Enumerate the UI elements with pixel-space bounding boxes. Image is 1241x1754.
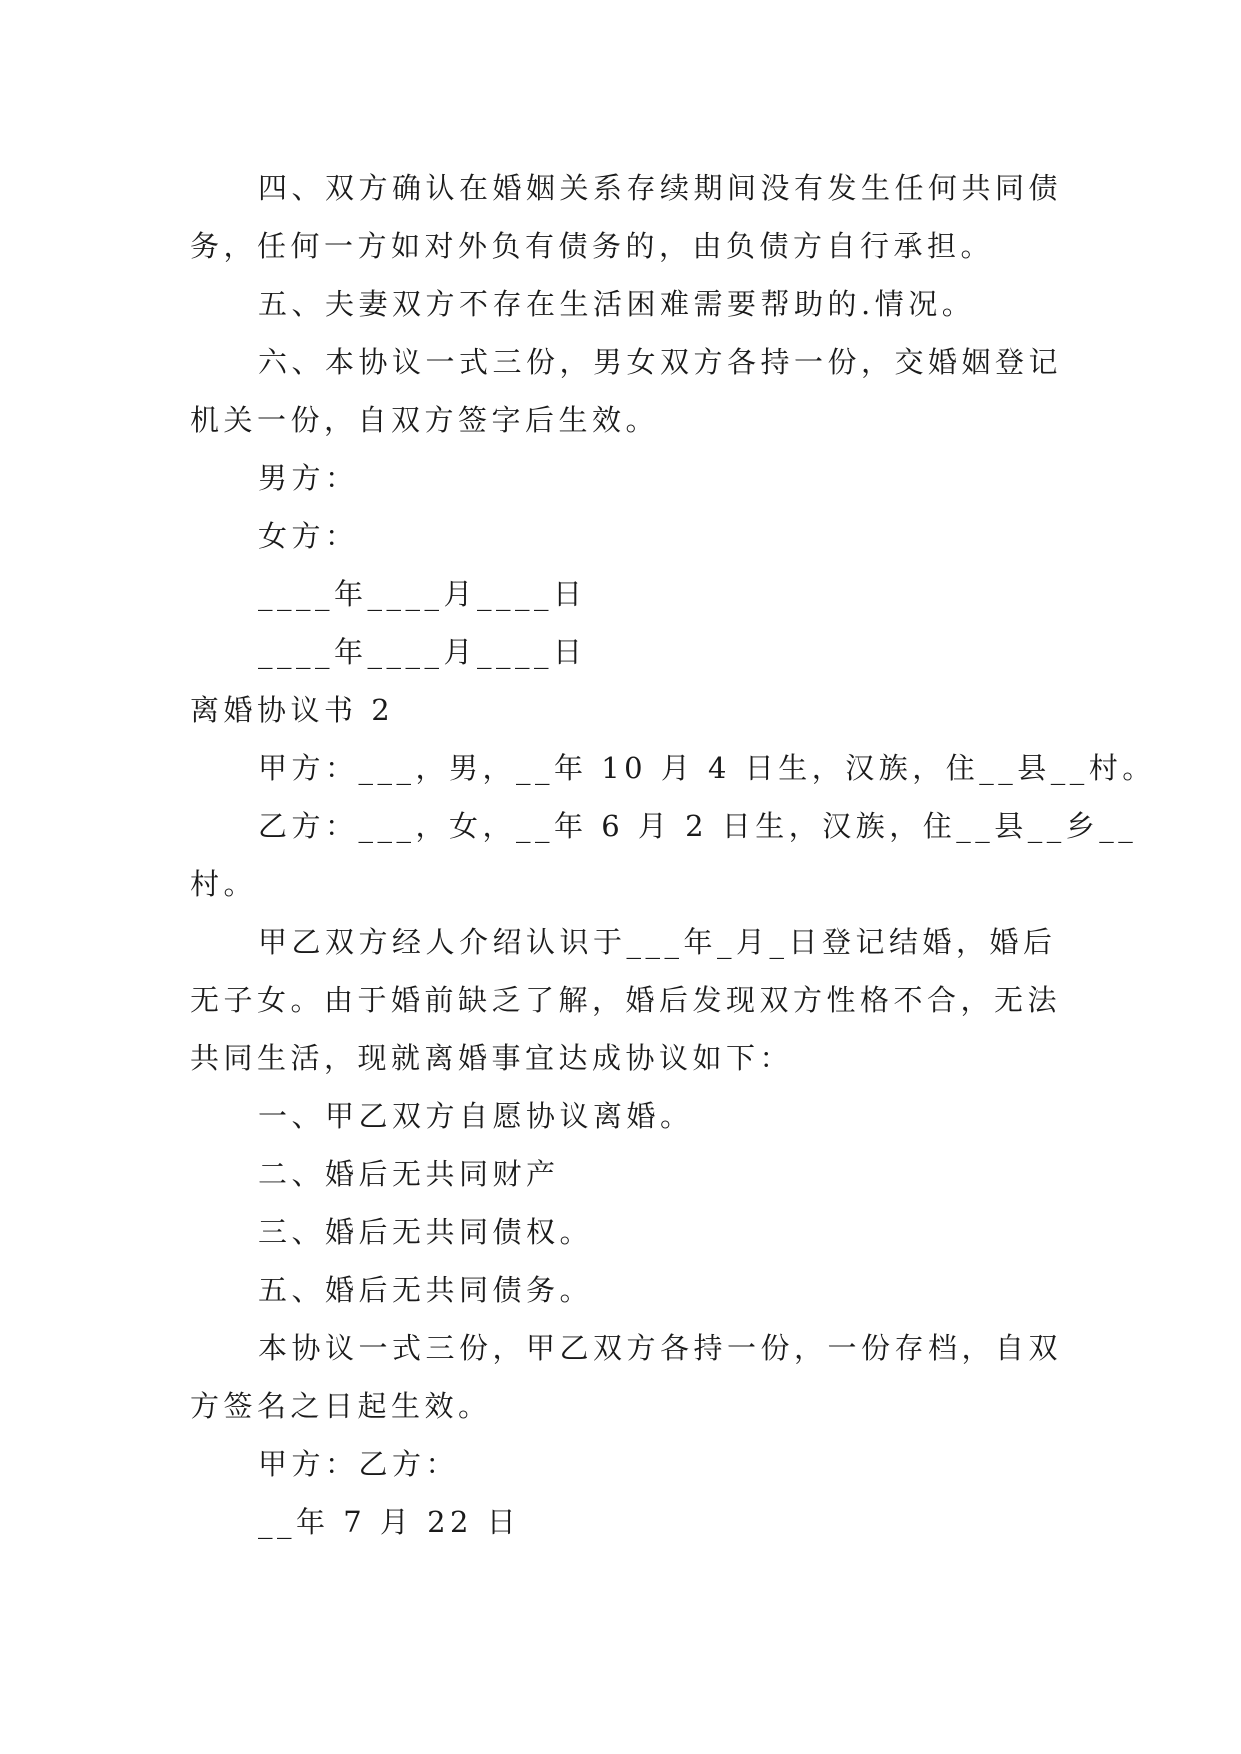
parties-signature: 甲方：乙方：: [258, 1447, 460, 1481]
clause-4-line-1: 四、双方确认在婚姻关系存续期间没有发生任何共同债: [258, 171, 1063, 205]
clause-6-line-1: 六、本协议一式三份，男女双方各持一份，交婚姻登记: [258, 345, 1063, 379]
copies-line-1: 本协议一式三份，甲乙双方各持一份，一份存档，自双: [258, 1331, 1063, 1365]
party-b-info-line-1: 乙方：___，女，__年 6 月 2 日生，汉族，住__县__乡__: [258, 809, 1138, 843]
clause-5-line: 五、夫妻双方不存在生活困难需要帮助的.情况。: [258, 287, 976, 321]
female-party-signature: 女方：: [258, 519, 359, 553]
party-b-info-line-2: 村。: [190, 867, 258, 901]
clause-6-line-2: 机关一份，自双方签字后生效。: [190, 403, 660, 437]
party-a-info: 甲方：___，男，__年 10 月 4 日生，汉族，住__县__村。: [258, 751, 1156, 785]
copies-line-2: 方签名之日起生效。: [190, 1389, 492, 1423]
male-party-signature: 男方：: [258, 461, 359, 495]
clause-3: 三、婚后无共同债权。: [258, 1215, 594, 1249]
clause-2: 二、婚后无共同财产: [258, 1157, 560, 1191]
background-line-2: 无子女。由于婚前缺乏了解，婚后发现双方性格不合，无法: [190, 983, 1062, 1017]
section-title: 离婚协议书 2: [190, 693, 395, 727]
date-line-2: ____年____月____日: [258, 635, 587, 669]
signing-date: __年 7 月 22 日: [258, 1505, 521, 1539]
background-line-1: 甲乙双方经人介绍认识于___年_月_日登记结婚，婚后: [258, 925, 1057, 959]
date-line-1: ____年____月____日: [258, 577, 587, 611]
clause-5b: 五、婚后无共同债务。: [258, 1273, 594, 1307]
clause-4-line-2: 务，任何一方如对外负有债务的，由负债方自行承担。: [190, 229, 995, 263]
background-line-3: 共同生活，现就离婚事宜达成协议如下：: [190, 1041, 794, 1075]
clause-1: 一、甲乙双方自愿协议离婚。: [258, 1099, 694, 1133]
